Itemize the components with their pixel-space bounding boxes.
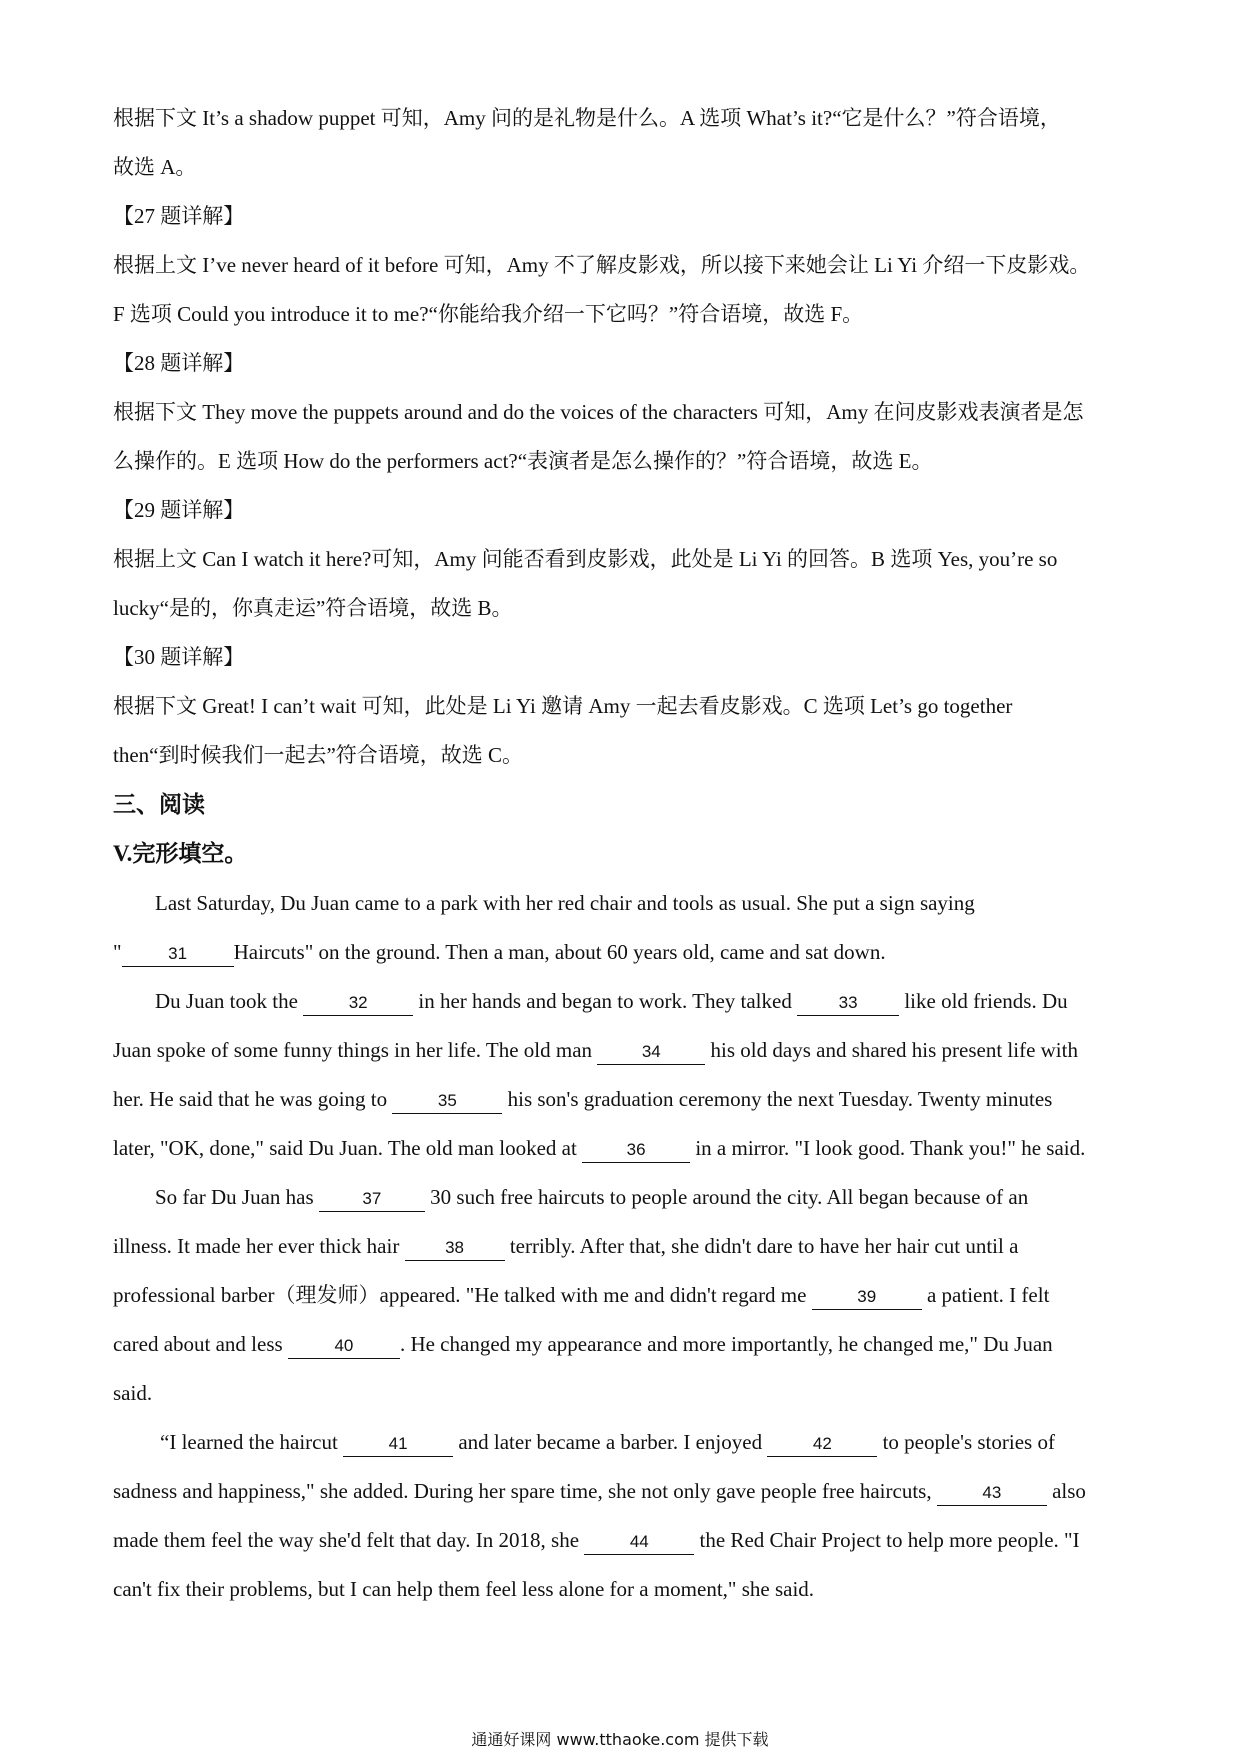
q29-title: 【29 题详解】 — [113, 498, 245, 522]
q29-explanation-line1: 根据上文 Can I watch it here?可知，Amy 问能否看到皮影戏，此处是 Li Yi 的回答。B 选项 Yes, you’re so — [113, 547, 1058, 571]
blank-40: 40 — [288, 1334, 400, 1359]
cloze-line: made them feel the way she'd felt that day. In 2018, she 44 the Red Chair Project to help more people. "I — [113, 1525, 1080, 1555]
blank-43: 43 — [937, 1481, 1047, 1506]
blank-37: 37 — [319, 1187, 425, 1212]
cloze-line: can't fix their problems, but I can help them feel less alone for a moment," she said. — [113, 1577, 815, 1601]
q27-explanation-line2: F 选项 Could you introduce it to me?“你能给我介绍一下它吗？”符合语境，故选 F。 — [113, 302, 864, 326]
subsection-title: V.完形填空。 — [113, 841, 248, 866]
cloze-line: illness. It made her ever thick hair 38 terribly. After that, she didn't dare to have her hair cut until a — [113, 1231, 1018, 1261]
blank-31: 31 — [122, 942, 234, 967]
cloze-line: sadness and happiness," she added. During her spare time, she not only gave people free haircuts, 43 also — [113, 1476, 1086, 1506]
blank-32: 32 — [303, 991, 413, 1016]
cloze-line: Juan spoke of some funny things in her life. The old man 34 his old days and shared his present life with — [113, 1035, 1078, 1065]
cloze-line: “I learned the haircut 41 and later became a barber. I enjoyed 42 to people's stories of — [160, 1427, 1055, 1457]
q29-explanation-line2: lucky“是的，你真走运”符合语境，故选 B。 — [113, 596, 513, 620]
q28-explanation-line2: 么操作的。E 选项 How do the performers act?“表演者是怎么操作的？”符合语境，故选 E。 — [113, 449, 933, 473]
q28-explanation-line1: 根据下文 They move the puppets around and do the voices of the characters 可知，Amy 在问皮影戏表演者是怎 — [113, 400, 1084, 424]
cloze-line: later, "OK, done," said Du Juan. The old man looked at 36 in a mirror. "I look good. Thank you!" he said. — [113, 1133, 1085, 1163]
cloze-line: her. He said that he was going to 35 his son's graduation ceremony the next Tuesday. Twenty minutes — [113, 1084, 1052, 1114]
blank-33: 33 — [797, 991, 899, 1016]
q27-explanation-line1: 根据上文 I’ve never heard of it before 可知，Amy 不了解皮影戏，所以接下来她会让 Li Yi 介绍一下皮影戏。 — [113, 253, 1091, 277]
blank-36: 36 — [582, 1138, 690, 1163]
blank-41: 41 — [343, 1432, 453, 1457]
blank-44: 44 — [584, 1530, 694, 1555]
cloze-line: So far Du Juan has 37 30 such free haircuts to people around the city. All began because of an — [155, 1182, 1028, 1212]
cloze-line: cared about and less 40 . He changed my appearance and more importantly, he changed me," Du Juan — [113, 1329, 1053, 1359]
cloze-line: said. — [113, 1381, 153, 1405]
q27-title: 【27 题详解】 — [113, 204, 245, 228]
blank-39: 39 — [812, 1285, 922, 1310]
q26-explanation-line1: 根据下文 It’s a shadow puppet 可知，Amy 问的是礼物是什么。A 选项 What’s it?“它是什么？”符合语境， — [113, 106, 1061, 130]
q30-title: 【30 题详解】 — [113, 645, 245, 669]
q30-explanation-line1: 根据下文 Great! I can’t wait 可知，此处是 Li Yi 邀请 Amy 一起去看皮影戏。C 选项 Let’s go together — [113, 694, 1013, 718]
cloze-line: Du Juan took the 32 in her hands and began to work. They talked 33 like old friends. Du — [155, 986, 1068, 1016]
section-title: 三、阅读 — [113, 792, 205, 817]
cloze-line: " 31 Haircuts" on the ground. Then a man, about 60 years old, came and sat down. — [113, 937, 886, 967]
blank-38: 38 — [405, 1236, 505, 1261]
q30-explanation-line2: then“到时候我们一起去”符合语境，故选 C。 — [113, 743, 524, 767]
blank-35: 35 — [392, 1089, 502, 1114]
blank-34: 34 — [597, 1040, 705, 1065]
q28-title: 【28 题详解】 — [113, 351, 245, 375]
q26-explanation-line2: 故选 A。 — [113, 155, 197, 179]
cloze-line: professional barber（理发师）appeared. "He talked with me and didn't regard me 39 a patient. I felt — [113, 1280, 1049, 1310]
blank-42: 42 — [767, 1432, 877, 1457]
footer-watermark: 通通好课网 www.tthaoke.com 提供下载 — [471, 1730, 769, 1749]
cloze-line: Last Saturday, Du Juan came to a park with her red chair and tools as usual. She put a sign saying — [155, 891, 975, 915]
